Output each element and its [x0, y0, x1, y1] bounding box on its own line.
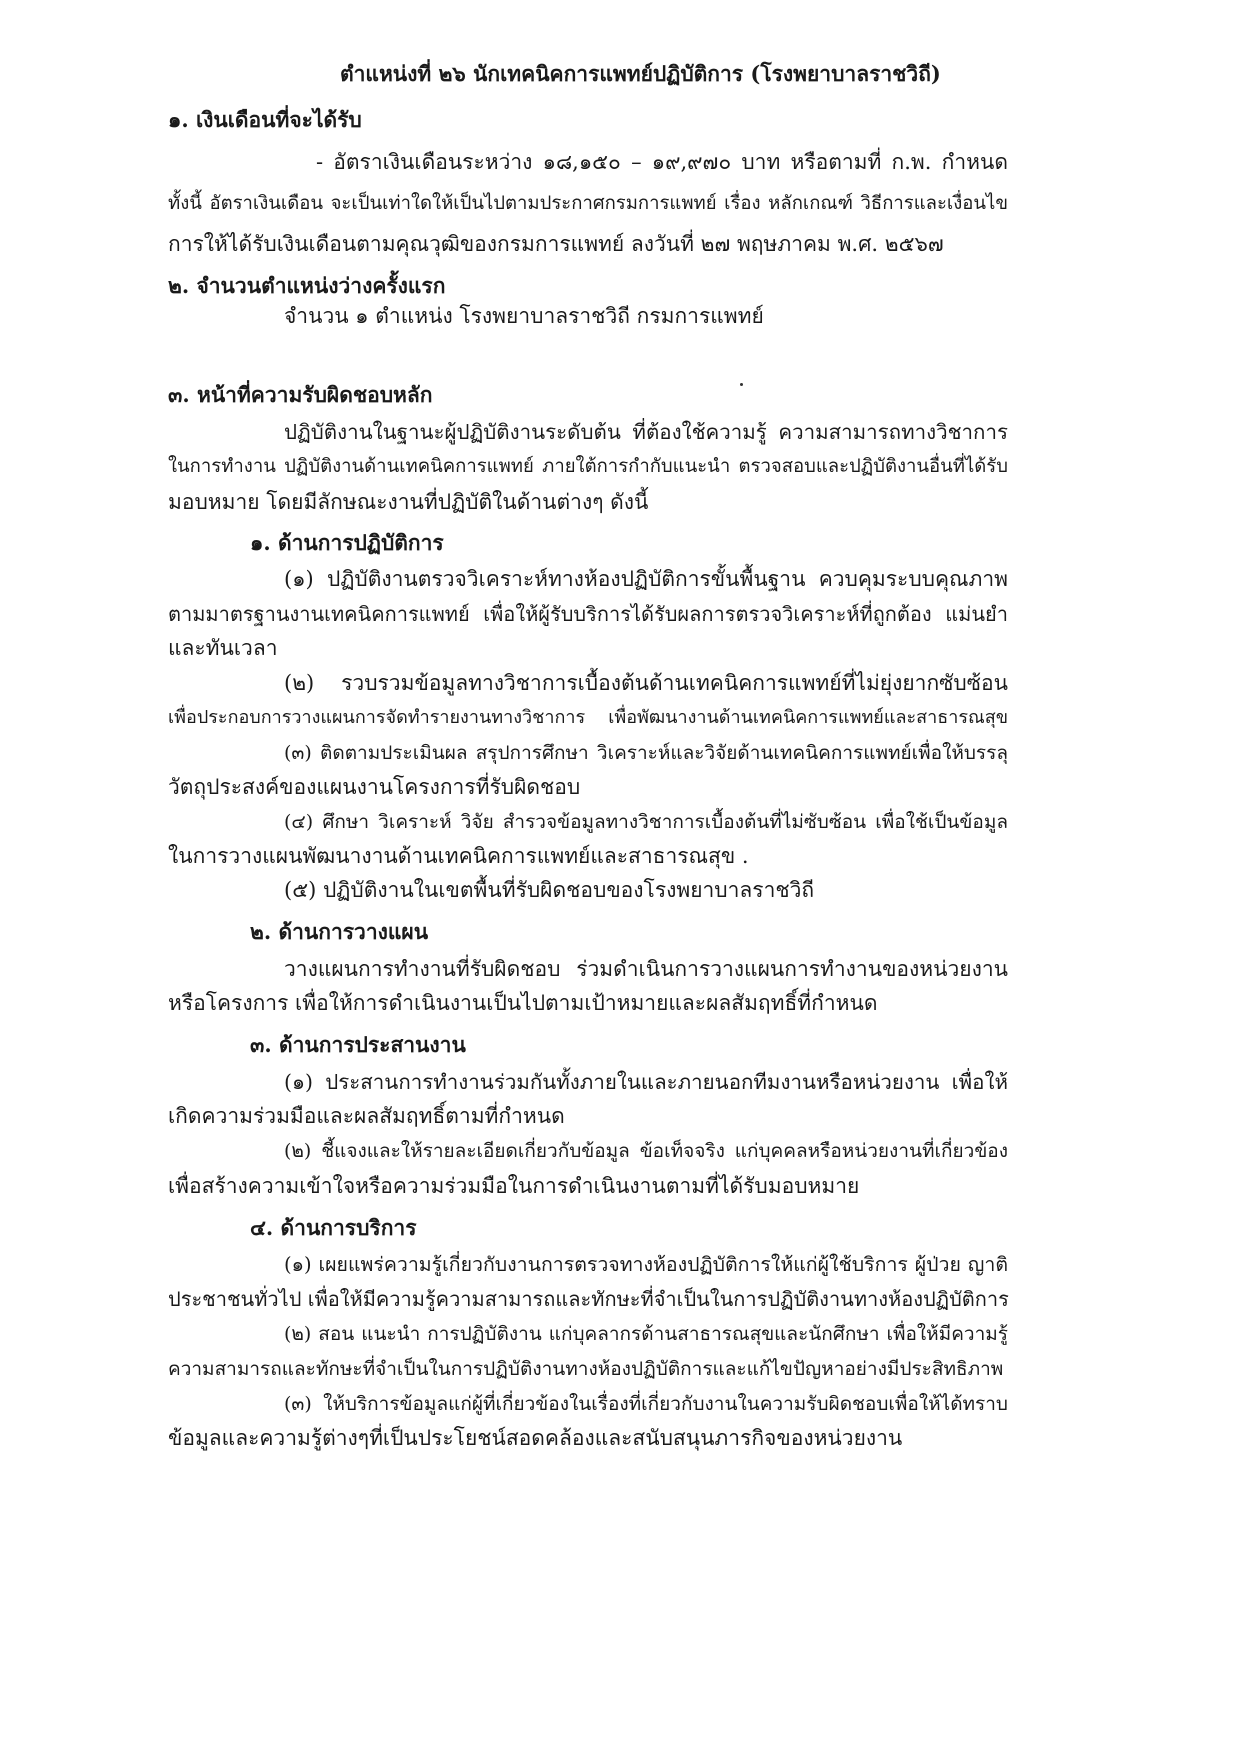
sub-1-line-5: เพื่อประกอบการวางแผนการจัดทำรายงานทางวิชาการ เพื่อพัฒนางานด้านเทคนิคการแพทย์และสาธารณสุข: [168, 707, 1008, 728]
section-3-intro-1: ปฏิบัติงานในฐานะผู้ปฏิบัติงานระดับต้น ที่ต้องใช้ความรู้ ความสามารถทางวิชาการ: [284, 420, 1008, 444]
sub-4-line-1: (๑) เผยแพร่ความรู้เกี่ยวกับงานการตรวจทางห้องปฏิบัติการให้แก่ผู้ใช้บริการ ผู้ป่วย ญาติ: [284, 1253, 1008, 1276]
section-1-line-2: ทั้งนี้ อัตราเงินเดือน จะเป็นเท่าใดให้เป็นไปตามประกาศกรมการแพทย์ เรื่อง หลักเกณฑ์ วิธีการและเงื่อนไข: [168, 193, 1008, 214]
sub-1-line-7: วัตถุประสงค์ของแผนงานโครงการที่รับผิดชอบ: [168, 775, 581, 799]
stray-mark: [740, 383, 743, 386]
sub-3-line-4: เพื่อสร้างความเข้าใจหรือความร่วมมือในการดำเนินงานตามที่ได้รับมอบหมาย: [168, 1174, 860, 1198]
sub-1-line-3: และทันเวลา: [168, 636, 278, 660]
sub-1-heading: ๑. ด้านการปฏิบัติการ: [250, 530, 444, 555]
section-3-intro-2: ในการทำงาน ปฏิบัติงานด้านเทคนิคการแพทย์ ภายใต้การกำกับแนะนำ ตรวจสอบและปฏิบัติงานอื่นที่ได้รับ: [168, 456, 1008, 477]
sub-4-line-5: (๓) ให้บริการข้อมูลแก่ผู้ที่เกี่ยวข้องในเรื่องที่เกี่ยวกับงานในความรับผิดชอบเพื่อให้ได้ทราบ: [284, 1393, 1008, 1415]
sub-2-line-1: วางแผนการทำงานที่รับผิดชอบ ร่วมดำเนินการวางแผนการทำงานของหน่วยงาน: [284, 957, 1008, 981]
sub-1-line-4: (๒) รวบรวมข้อมูลทางวิชาการเบื้องต้นด้านเทคนิคการแพทย์ที่ไม่ยุ่งยากซับซ้อน: [284, 671, 1008, 695]
sub-4-line-4: ความสามารถและทักษะที่จำเป็นในการปฏิบัติงานทางห้องปฏิบัติการและแก้ไขปัญหาอย่างมีประสิทธิภาพ: [168, 1358, 1004, 1380]
sub-3-line-1: (๑) ประสานการทำงานร่วมกันทั้งภายในและภายนอกทีมงานหรือหน่วยงาน เพื่อให้: [284, 1070, 1008, 1094]
sub-3-heading: ๓. ด้านการประสานงาน: [250, 1032, 466, 1057]
sub-2-line-2: หรือโครงการ เพื่อให้การดำเนินงานเป็นไปตามเป้าหมายและผลสัมฤทธิ์ที่กำหนด: [168, 991, 878, 1015]
section-2-line-1: จำนวน ๑ ตำแหน่ง โรงพยาบาลราชวิถี กรมการแพทย์: [284, 304, 764, 328]
sub-4-line-3: (๒) สอน แนะนำ การปฏิบัติงาน แก่บุคลากรด้านสาธารณสุขและนักศึกษา เพื่อให้มีความรู้: [284, 1323, 1008, 1345]
sub-2-heading: ๒. ด้านการวางแผน: [250, 919, 429, 944]
sub-1-line-6: (๓) ติดตามประเมินผล สรุปการศึกษา วิเคราะห์และวิจัยด้านเทคนิคการแพทย์เพื่อให้บรรลุ: [284, 742, 1008, 764]
section-1-heading: ๑. เงินเดือนที่จะได้รับ: [168, 107, 362, 132]
section-3-intro-3: มอบหมาย โดยมีลักษณะงานที่ปฏิบัติในด้านต่างๆ ดังนี้: [168, 490, 649, 514]
sub-1-line-10: (๕) ปฏิบัติงานในเขตพื้นที่รับผิดชอบของโรงพยาบาลราชวิถี: [284, 878, 815, 902]
section-3-heading: ๓. หน้าที่ความรับผิดชอบหลัก: [168, 382, 433, 407]
sub-1-line-9: ในการวางแผนพัฒนางานด้านเทคนิคการแพทย์และสาธารณสุข .: [168, 844, 749, 868]
section-1-line-1: - อัตราเงินเดือนระหว่าง ๑๘,๑๕๐ – ๑๙,๙๗๐ บาท หรือตามที่ ก.พ. กำหนด: [316, 150, 1008, 174]
sub-4-line-6: ข้อมูลและความรู้ต่างๆที่เป็นประโยชน์สอดคล้องและสนับสนุนภารกิจของหน่วยงาน: [168, 1426, 903, 1450]
sub-4-line-2: ประชาชนทั่วไป เพื่อให้มีความรู้ความสามารถและทักษะที่จำเป็นในการปฏิบัติงานทางห้องปฏิบัติการ: [168, 1287, 1009, 1311]
sub-1-line-1: (๑) ปฏิบัติงานตรวจวิเคราะห์ทางห้องปฏิบัติการขั้นพื้นฐาน ควบคุมระบบคุณภาพ: [284, 567, 1008, 591]
page-title: ตำแหน่งที่ ๒๖ นักเทคนิคการแพทย์ปฏิบัติการ (โรงพยาบาลราชวิถี): [340, 61, 941, 86]
sub-1-line-8: (๔) ศึกษา วิเคราะห์ วิจัย สำรวจข้อมูลทางวิชาการเบื้องต้นที่ไม่ซับซ้อน เพื่อใช้เป็นข้อมูล: [284, 811, 1008, 833]
section-1-line-3: การให้ได้รับเงินเดือนตามคุณวุฒิของกรมการแพทย์ ลงวันที่ ๒๗ พฤษภาคม พ.ศ. ๒๕๖๗: [168, 232, 944, 256]
sub-3-line-2: เกิดความร่วมมือและผลสัมฤทธิ์ตามที่กำหนด: [168, 1104, 565, 1128]
sub-1-line-2: ตามมาตรฐานงานเทคนิคการแพทย์ เพื่อให้ผู้รับบริการได้รับผลการตรวจวิเคราะห์ที่ถูกต้อง แม่นยำ: [168, 602, 1008, 626]
section-2-heading: ๒. จำนวนตำแหน่งว่างครั้งแรก: [168, 273, 446, 298]
sub-3-line-3: (๒) ชี้แจงและให้รายละเอียดเกี่ยวกับข้อมูล ข้อเท็จจริง แก่บุคคลหรือหน่วยงานที่เกี่ยวข้อง: [284, 1140, 1008, 1162]
sub-4-heading: ๔. ด้านการบริการ: [250, 1215, 417, 1240]
